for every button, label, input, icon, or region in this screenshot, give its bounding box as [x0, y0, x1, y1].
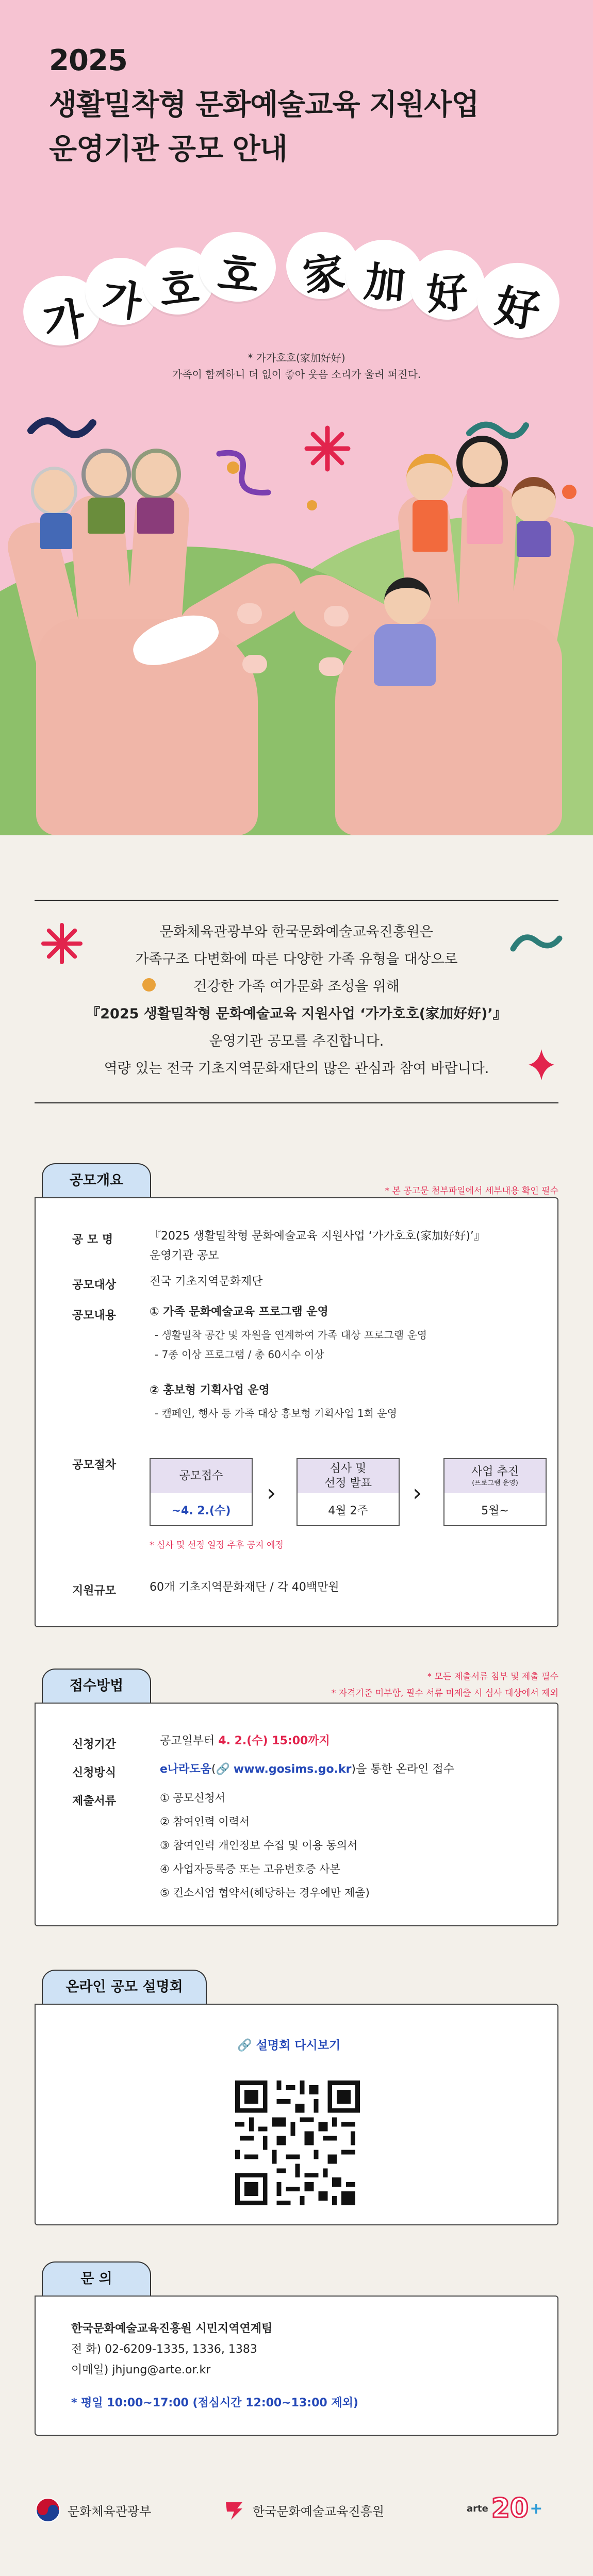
puppet-body — [413, 500, 448, 552]
label-process: 공모절차 — [72, 1459, 117, 1472]
page-title — [49, 39, 479, 172]
intro-text — [35, 918, 558, 1082]
step-title: 심사 및 선정 발표 — [298, 1459, 399, 1493]
puppet-body — [467, 487, 503, 544]
chevron-right-icon: › — [267, 1479, 276, 1507]
squiggle-icon — [211, 443, 278, 500]
puppet-body — [88, 498, 125, 534]
content-item-1-sub: - 생활밀착 공간 및 자원을 연계하여 가족 대상 프로그램 운영 — [155, 1329, 427, 1341]
process-note: * 심사 및 선정 일정 추후 공지 예정 — [150, 1540, 284, 1550]
brand-char: 가 — [99, 275, 144, 326]
label-content: 공모내용 — [72, 1309, 117, 1322]
contact-email — [71, 2362, 210, 2379]
qr-code-icon[interactable] — [230, 2076, 365, 2210]
intro-line: 건강한 가족 여가문화 조성을 위해 — [193, 979, 400, 995]
label-scale: 지원규모 — [72, 1584, 117, 1597]
target-value: 전국 기초지역문화재단 — [150, 1275, 263, 1288]
puppet-body — [517, 521, 551, 557]
phone-value: 02-6209-1335, 1336, 1383 — [105, 2343, 257, 2356]
brand-char: 호 — [157, 265, 201, 316]
dot-decoration — [307, 500, 317, 510]
briefing-replay-link[interactable] — [237, 2037, 340, 2054]
briefing-replay-label: 설명회 다시보기 — [256, 2039, 341, 2052]
hero-banner — [0, 0, 593, 835]
brand-char: 好 — [492, 280, 543, 338]
period-value — [160, 1732, 330, 1750]
intro-line: 역량 있는 전국 기초지역문화재단의 많은 관심과 참여 바랍니다. — [104, 1061, 489, 1077]
email-label: 이메일) — [71, 2364, 109, 2376]
program-name-line2: 운영기관 공모 — [150, 1249, 219, 1262]
content-item-1-sub: - 7종 이상 프로그램 / 총 60시수 이상 — [155, 1348, 324, 1361]
arte-logo — [222, 2497, 384, 2523]
process-step-3 — [443, 1458, 547, 1526]
content-item-2-sub: - 캠페인, 행사 등 가족 대상 홍보형 기획사업 1회 운영 — [155, 1407, 397, 1419]
period-deadline: 4. 2.(수) 15:00까지 — [218, 1735, 330, 1747]
doc-item: ① 공모신청서 — [160, 1792, 225, 1804]
mcst-emblem-icon — [35, 2497, 61, 2523]
brand-footnote — [0, 350, 593, 383]
label-target: 공모대상 — [72, 1279, 117, 1292]
label-method: 신청방식 — [72, 1766, 117, 1779]
intro-line-program-name: 『2025 생활밀착형 문화예술교육 지원사업 ‘가가호호(家加好好)’』 — [86, 1006, 507, 1022]
link-icon: 🔗 — [237, 2039, 256, 2052]
mcst-logo — [35, 2497, 151, 2523]
step-date: 4월 2주 — [328, 1504, 368, 1517]
arte-name: 한국문화예술교육진흥원 — [253, 2504, 385, 2519]
contact-org: 한국문화예술교육진흥원 시민지역연계팀 — [71, 2322, 273, 2335]
mother-puppet-icon — [456, 436, 508, 490]
section-tab-briefing: 온라인 공모 설명회 — [42, 1970, 207, 2004]
grandma-puppet-icon — [81, 449, 131, 500]
squiggle-icon — [26, 407, 98, 443]
brand-char: 好 — [425, 268, 470, 319]
intro-line: 가족구조 다변화에 따른 다양한 가족 유형을 대상으로 — [135, 951, 458, 967]
scale-value: 60개 기초지역문화재단 / 각 40백만원 — [150, 1581, 339, 1594]
step-title — [444, 1459, 546, 1493]
content-item-2-title: ② 홍보형 기획사업 운영 — [150, 1384, 270, 1397]
chevron-right-icon: › — [413, 1479, 422, 1507]
brand-footnote-line2: 가족이 함께하니 더 없이 좋아 웃음 소리가 울려 퍼진다. — [172, 368, 421, 381]
section-tab-apply: 접수방법 — [42, 1669, 151, 1703]
overview-note: * 본 공고문 첨부파일에서 세부내용 확인 필수 — [385, 1186, 558, 1196]
dot-decoration — [562, 485, 576, 499]
program-name-line1: 『2025 생활밀착형 문화예술교육 지원사업 ‘가가호호(家加好好)’』 — [150, 1230, 485, 1243]
label-docs: 제출서류 — [72, 1795, 117, 1808]
period-prefix: 공고일부터 — [160, 1735, 219, 1747]
star-burst-icon — [302, 423, 353, 474]
father-puppet-icon — [406, 454, 453, 503]
step-date: ~4. 2.(수) — [171, 1504, 231, 1517]
intro-section — [35, 900, 558, 1103]
apply-note-1: * 모든 제출서류 첨부 및 제출 필수 — [427, 1672, 558, 1682]
phone-label: 전 화) — [71, 2343, 102, 2356]
label-period: 신청기간 — [72, 1738, 117, 1751]
brand-char: 호 — [215, 250, 261, 303]
title-line: 생활밀착형 문화예술교육 지원사업 — [49, 88, 479, 122]
title-line: 운영기관 공모 안내 — [49, 133, 287, 166]
title-line: 2025 — [49, 44, 127, 77]
intro-line: 운영기관 공모를 추진합니다. — [209, 1033, 384, 1049]
step-title: 공모접수 — [151, 1459, 252, 1493]
dot-decoration — [227, 461, 239, 474]
enaradoum-link[interactable]: e나라도움 — [160, 1763, 211, 1776]
step-title-sub: (프로그램 운영) — [472, 1479, 518, 1487]
grandpa-puppet-icon — [31, 467, 77, 516]
doc-item: ⑤ 컨소시엄 협약서(해당하는 경우에만 제출) — [160, 1887, 370, 1899]
gosims-url-link[interactable]: www.gosims.go.kr — [233, 1763, 352, 1776]
section-tab-overview: 공모개요 — [42, 1163, 151, 1197]
method-value: e나라도움(🔗 www.gosims.go.kr)을 통한 온라인 접수 — [160, 1763, 455, 1776]
doc-item: ③ 참여인력 개인정보 수집 및 이용 동의서 — [160, 1839, 358, 1852]
mcst-name: 문화체육관광부 — [68, 2504, 152, 2519]
brand-footnote-line1: * 가가호호(家加好好) — [248, 352, 345, 364]
doc-item: ④ 사업자등록증 또는 고유번호증 사본 — [160, 1863, 340, 1875]
section-tab-contact: 문 의 — [42, 2261, 151, 2296]
puppet-body — [137, 498, 174, 534]
step-title-main: 사업 추진 — [471, 1465, 519, 1478]
boy-body — [374, 624, 436, 686]
puppet-body — [40, 513, 72, 549]
content-item-1-title: ① 가족 문화예술교육 프로그램 운영 — [150, 1306, 328, 1318]
palm-right — [335, 619, 562, 835]
arte20-logo — [467, 2493, 542, 2524]
contact-phone — [71, 2341, 257, 2358]
method-suffix: )을 통한 온라인 접수 — [351, 1763, 455, 1776]
step-date: 5월~ — [481, 1504, 509, 1517]
link-icon: 🔗 — [216, 1763, 234, 1776]
process-step-2 — [296, 1458, 400, 1526]
boy-icon — [384, 577, 431, 625]
label-name: 공 모 명 — [72, 1233, 113, 1246]
doc-item: ② 참여인력 이력서 — [160, 1815, 250, 1828]
apply-note-2: * 자격기준 미부합, 필수 서류 미제출 시 심사 대상에서 제외 — [331, 1688, 558, 1698]
child-puppet-icon — [512, 477, 556, 523]
brand-char: 加 — [362, 257, 408, 309]
arte20-prefix: arte — [467, 2503, 488, 2514]
contact-hours: * 평일 10:00~17:00 (점심시간 12:00~13:00 제외) — [71, 2397, 358, 2409]
email-value[interactable]: jhjung@arte.or.kr — [112, 2364, 211, 2376]
intro-line: 문화체육관광부와 한국문화예술교육진흥원은 — [159, 924, 434, 940]
arte20-plus: + — [530, 2499, 543, 2518]
brand-char: 가 — [39, 293, 89, 350]
grandma-puppet-icon — [131, 449, 181, 500]
process-step-1 — [150, 1458, 253, 1526]
arte20-number: 20 — [491, 2493, 529, 2524]
brand-char: 家 — [300, 247, 348, 302]
brand-logo-gagahoho — [23, 222, 570, 356]
arte-emblem-icon — [222, 2497, 248, 2523]
